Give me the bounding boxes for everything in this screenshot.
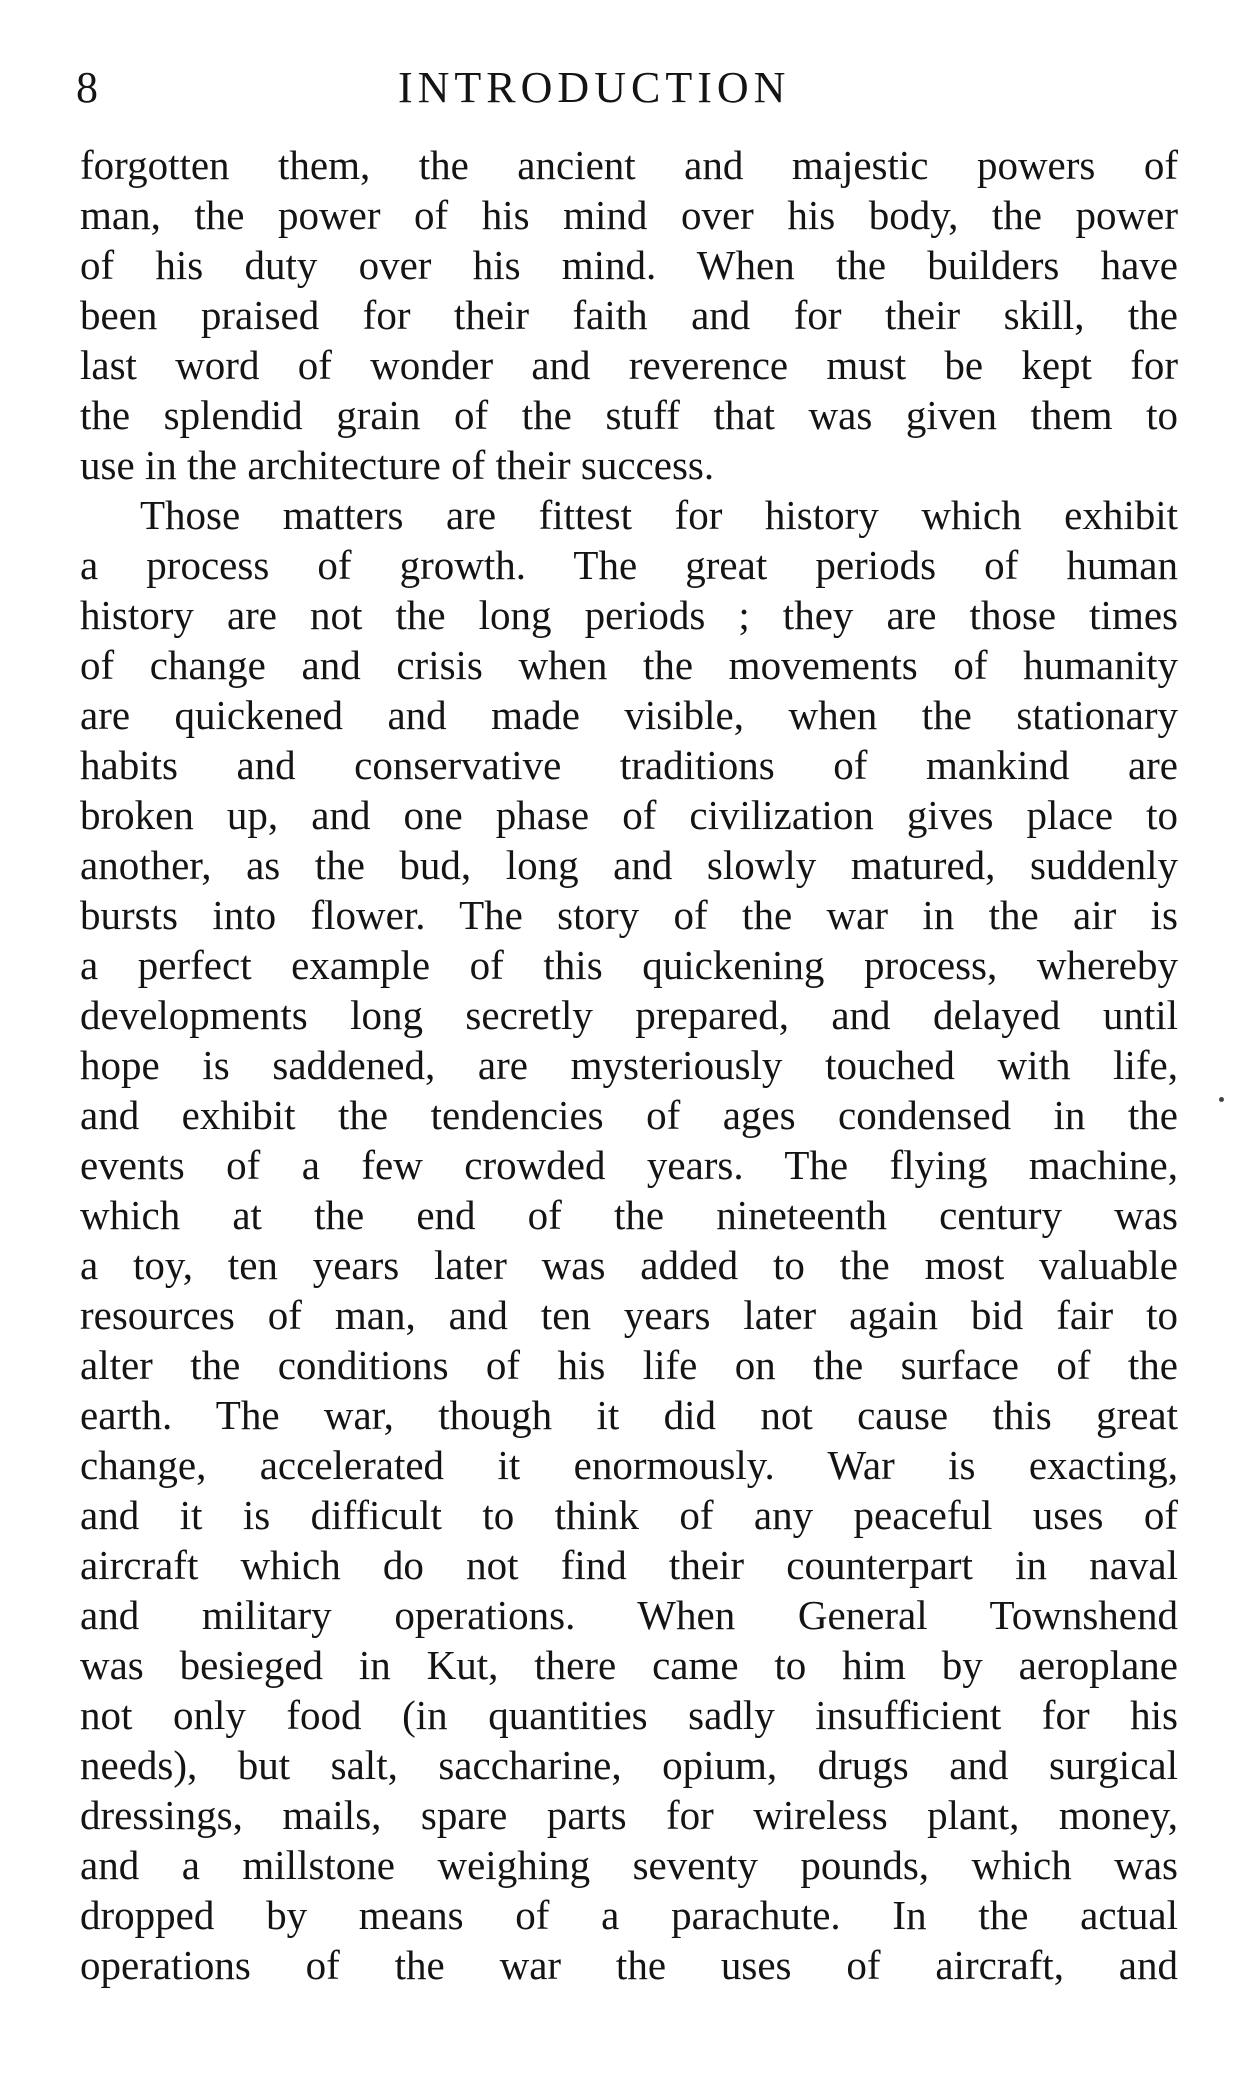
text-line: last word of wonder and reverence must be kept for: [80, 342, 1178, 388]
text-line: a perfect example of this quickening process, whereby: [80, 942, 1178, 988]
paragraph-2: [80, 490, 1178, 1990]
text-line: the splendid grain of the stuff that was given them to: [80, 392, 1178, 438]
text-line: change, accelerated it enormously. War is exacting,: [80, 1442, 1178, 1488]
text-line: and a millstone weighing seventy pounds, which was: [80, 1842, 1178, 1888]
text-line: and military operations. When General Townshend: [80, 1592, 1178, 1638]
text-line: use in the architecture of their success.: [80, 442, 715, 488]
body-text: [80, 140, 1178, 1990]
text-line: aircraft which do not find their counterpart in naval: [80, 1542, 1178, 1588]
text-line: man, the power of his mind over his body, the power: [80, 192, 1178, 238]
text-line: and exhibit the tendencies of ages condensed in the: [80, 1092, 1178, 1138]
text-line: history are not the long periods ; they are those times: [80, 592, 1178, 638]
text-line: Those matters are fittest for history which exhibit: [140, 492, 1178, 538]
text-line: a toy, ten years later was added to the most valuable: [80, 1242, 1178, 1288]
text-line: broken up, and one phase of civilization gives place to: [80, 792, 1178, 838]
running-head: [76, 58, 1176, 118]
text-line: been praised for their faith and for their skill, the: [80, 292, 1178, 338]
text-line: dressings, mails, spare parts for wireless plant, money,: [80, 1792, 1178, 1838]
text-line: alter the conditions of his life on the surface of the: [80, 1342, 1178, 1388]
text-line: of his duty over his mind. When the builders have: [80, 242, 1178, 288]
page-number: 8: [76, 63, 98, 112]
text-line: are quickened and made visible, when the stationary: [80, 692, 1178, 738]
paragraph-1: [80, 140, 1178, 490]
text-line: operations of the war the uses of aircraft, and: [80, 1942, 1178, 1988]
text-line: developments long secretly prepared, and delayed until: [80, 992, 1178, 1038]
text-line: not only food (in quantities sadly insufficient for his: [80, 1692, 1178, 1738]
text-line: bursts into flower. The story of the war in the air is: [80, 892, 1178, 938]
text-line: was besieged in Kut, there came to him by aeroplane: [80, 1642, 1178, 1688]
text-line: resources of man, and ten years later again bid fair to: [80, 1292, 1178, 1338]
text-line: dropped by means of a parachute. In the actual: [80, 1892, 1178, 1938]
text-line: earth. The war, though it did not cause this great: [80, 1392, 1178, 1438]
text-line: another, as the bud, long and slowly matured, suddenly: [80, 842, 1178, 888]
page-heading: INTRODUCTION: [398, 63, 791, 112]
text-line: needs), but salt, saccharine, opium, drugs and surgical: [80, 1742, 1178, 1788]
text-line: a process of growth. The great periods of human: [80, 542, 1178, 588]
text-line: forgotten them, the ancient and majestic powers of: [80, 142, 1178, 188]
text-line: hope is saddened, are mysteriously touched with life,: [80, 1042, 1178, 1088]
text-line: which at the end of the nineteenth century was: [80, 1192, 1178, 1238]
text-line: and it is difficult to think of any peaceful uses of: [80, 1492, 1178, 1538]
text-line: habits and conservative traditions of mankind are: [80, 742, 1178, 788]
ink-speck: [1219, 1097, 1224, 1102]
text-line: of change and crisis when the movements of humanity: [80, 642, 1178, 688]
text-line: events of a few crowded years. The flying machine,: [80, 1142, 1178, 1188]
